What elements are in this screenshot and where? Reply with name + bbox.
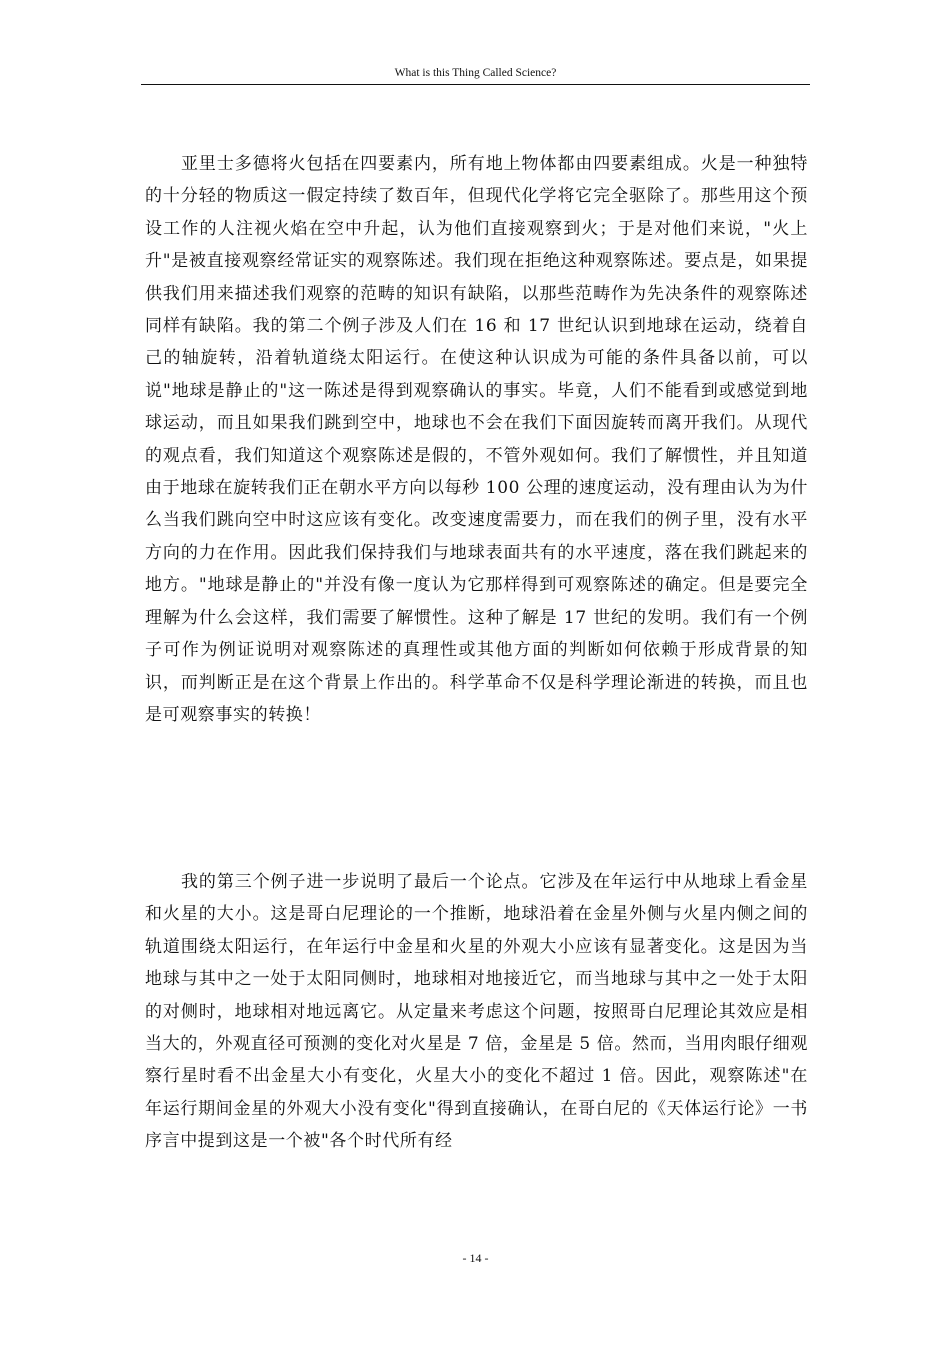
- body-paragraph-2: 我的第三个例子进一步说明了最后一个论点。它涉及在年运行中从地球上看金星和火星的大小。这是哥白尼理论的一个推断，地球沿着在金星外侧与火星内侧之间的轨道围绕太阳运行，在年运行中金星和火星的外观大小应该有显著变化。这是因为当地球与其中之一处于太阳同侧时，地球相对地接近它，而当地球与其中之一处于太阳的对侧时，地球相对地远离它。从定量来考虑这个问题，按照哥白尼理论其效应是相当大的，外观直径可预测的变化对火星是 7 倍，金星是 5 倍。然而，当用肉眼仔细观察行星时看不出金星大小有变化，火星大小的变化不超过 1 倍。因此，观察陈述"在年运行期间金星的外观大小没有变化"得到直接确认，在哥白尼的《天体运行论》一书序言中提到这是一个被"各个时代所有经: [145, 872, 808, 1152]
- running-header: What is this Thing Called Science?: [394, 67, 557, 79]
- body-paragraph-1: 亚里士多德将火包括在四要素内，所有地上物体都由四要素组成。火是一种独特的十分轻的物质这一假定持续了数百年，但现代化学将它完全驱除了。那些用这个预设工作的人注视火焰在空中升起，认为他们直接观察到火；于是对他们来说，"火上升"是被直接观察经常证实的观察陈述。我们现在拒绝这种观察陈述。要点是，如果提供我们用来描述我们观察的范畴的知识有缺陷，以那些范畴作为先决条件的观察陈述同样有缺陷。我的第二个例子涉及人们在 16 和 17 世纪认识到地球在运动，绕着自己的轴旋转，沿着轨道绕太阳运行。在使这种认识成为可能的条件具备以前，可以说"地球是静止的"这一陈述是得到观察确认的事实。毕竟，人们不能看到或感觉到地球运动，而且如果我们跳到空中，地球也不会在我们下面因旋转而离开我们。从现代的观点看，我们知道这个观察陈述是假的，不管外观如何。我们了解惯性，并且知道由于地球在旋转我们正在朝水平方向以每秒 100 公理的速度运动，没有理由认为为什么当我们跳向空中时这应该有变化。改变速度需要力，而在我们的例子里，没有水平方向的力在作用。因此我们保持我们与地球表面共有的水平速度，落在我们跳起来的地方。"地球是静止的"并没有像一度认为它那样得到可观察陈述的确定。但是要完全理解为什么会这样，我们需要了解惯性。这种了解是 17 世纪的发明。我们有一个例子可作为例证说明对观察陈述的真理性或其他方面的判断如何依赖于形成背景的知识，而判断正是在这个背景上作出的。科学革命不仅是科学理论渐进的转换，而且也是可观察事实的转换！: [145, 154, 808, 725]
- page-number: - 14 -: [462, 1251, 489, 1265]
- header-rule: [141, 84, 810, 85]
